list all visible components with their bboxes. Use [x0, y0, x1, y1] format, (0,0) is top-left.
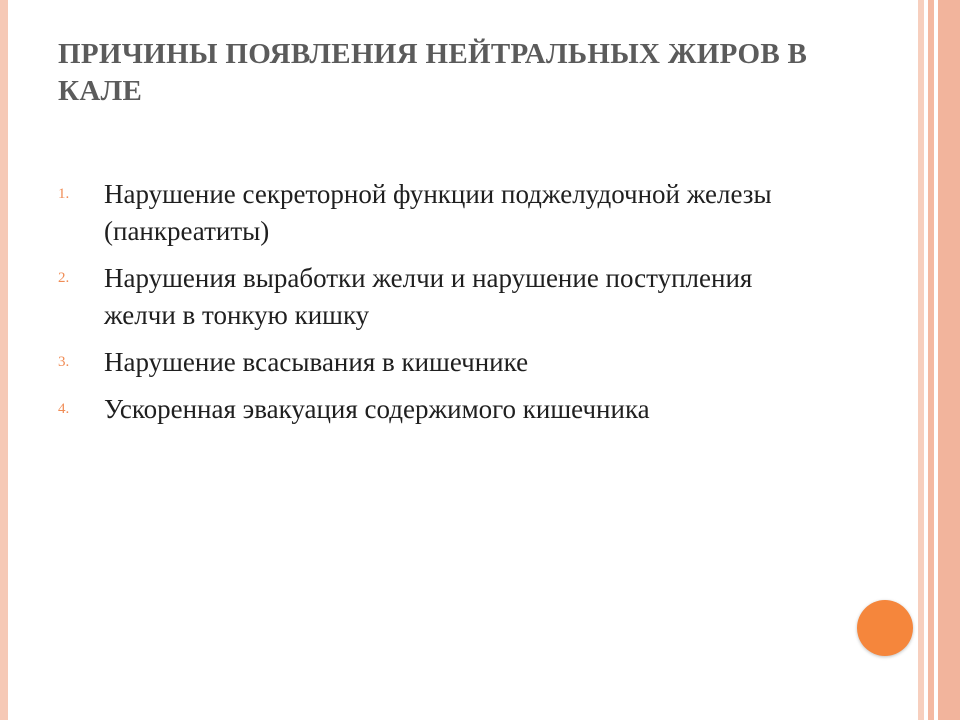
list-item-2-number: 2. — [58, 270, 70, 286]
list-item-3-number: 3. — [58, 354, 70, 370]
list-item-4 — [58, 391, 798, 428]
right-decorative-stripe-3 — [938, 0, 960, 720]
list-item-1-text: Нарушение секреторной функции поджелудочной железы (панкреатиты) — [104, 179, 772, 246]
slide-title: ПРИЧИНЫ ПОЯВЛЕНИЯ НЕЙТРАЛЬНЫХ ЖИРОВ В КАЛЕ — [58, 38, 808, 107]
right-decorative-stripe-1 — [918, 0, 924, 720]
list-item-1-number: 1. — [58, 186, 70, 202]
list-item-1 — [58, 176, 798, 250]
list-item-4-text: Ускоренная эвакуация содержимого кишечника — [104, 394, 650, 424]
list-item-4-number: 4. — [58, 401, 70, 417]
list-item-3 — [58, 344, 798, 381]
causes-list — [58, 176, 798, 438]
list-item-2 — [58, 260, 798, 334]
orange-circle-icon — [857, 600, 913, 656]
list-item-3-text: Нарушение всасывания в кишечнике — [104, 347, 529, 377]
list-item-2-text: Нарушения выработки желчи и нарушение поступления желчи в тонкую кишку — [104, 263, 753, 330]
left-decorative-stripe — [0, 0, 8, 720]
right-decorative-stripe-2 — [928, 0, 934, 720]
